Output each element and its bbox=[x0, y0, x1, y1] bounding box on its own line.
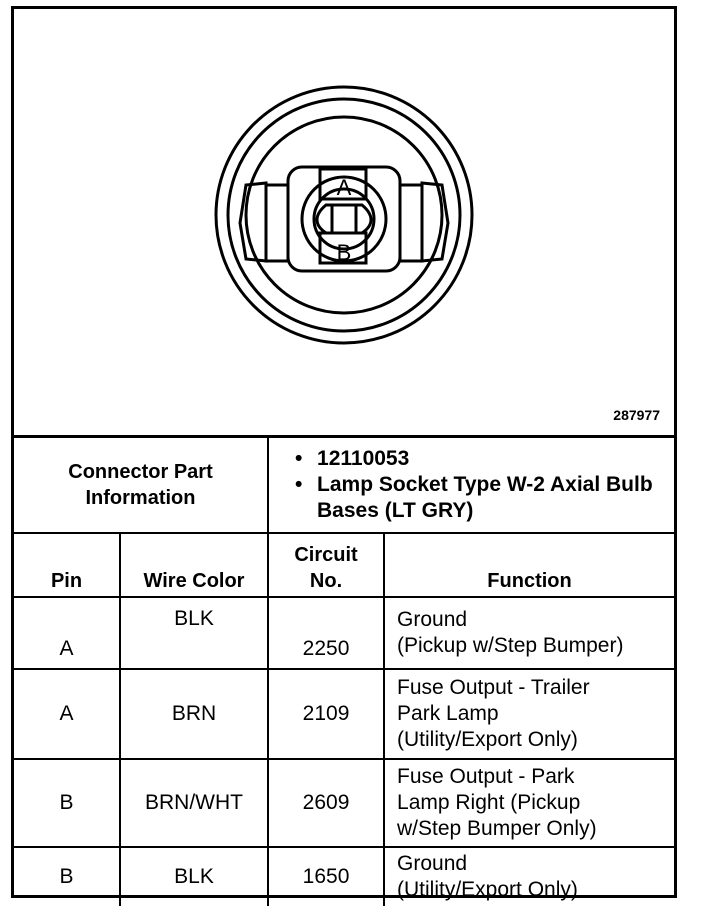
connector-face-drawing bbox=[14, 9, 674, 435]
cell-circuit: 2109 bbox=[268, 669, 384, 759]
cell-circuit: 1650 bbox=[268, 847, 384, 906]
header-circuit: Circuit No. bbox=[268, 533, 384, 597]
cell-wire-color: BRN bbox=[120, 669, 268, 759]
part-number: • 12110053 bbox=[295, 446, 664, 472]
document-frame bbox=[11, 6, 677, 901]
cell-function bbox=[384, 847, 674, 906]
cell-function bbox=[384, 759, 674, 847]
part-info-row bbox=[14, 437, 674, 534]
part-info-list bbox=[268, 437, 674, 534]
header-row bbox=[14, 533, 674, 597]
table-row bbox=[14, 759, 674, 847]
function-line: Fuse Output - Trailer bbox=[397, 676, 590, 699]
table-row bbox=[14, 847, 674, 906]
inner-ring bbox=[228, 99, 460, 331]
cell-wire-color: BLK bbox=[120, 597, 268, 669]
outer-ring bbox=[216, 87, 472, 343]
function-line: w/Step Bumper Only) bbox=[397, 817, 597, 840]
bulb-slot bbox=[317, 205, 371, 233]
function-line: Park Lamp bbox=[397, 702, 499, 725]
cell-function bbox=[384, 597, 674, 669]
cell-wire-color: BRN/WHT bbox=[120, 759, 268, 847]
connector-table bbox=[14, 435, 674, 906]
left-tab-inner bbox=[266, 185, 288, 261]
connector-diagram bbox=[14, 9, 674, 435]
socket-type: • Lamp Socket Type W-2 Axial Bulb Bases (LT GRY) bbox=[295, 472, 664, 524]
pin-b-label: B bbox=[336, 240, 352, 265]
socket-ring bbox=[246, 117, 442, 313]
table-row bbox=[14, 669, 674, 759]
cell-pin: A bbox=[14, 597, 120, 669]
right-tab-inner bbox=[400, 185, 422, 261]
cell-pin: A bbox=[14, 669, 120, 759]
cell-circuit: 2609 bbox=[268, 759, 384, 847]
table-row bbox=[14, 597, 674, 669]
pin-a-label: A bbox=[336, 175, 352, 200]
function-line: Ground bbox=[397, 852, 468, 875]
cell-wire-color: BLK bbox=[120, 847, 268, 906]
figure-id: 287977 bbox=[613, 407, 660, 423]
function-line: (Utility/Export Only) bbox=[397, 878, 578, 901]
cell-circuit: 2250 bbox=[268, 597, 384, 669]
header-pin: Pin bbox=[14, 533, 120, 597]
part-info-label: Connector Part Information bbox=[14, 437, 268, 534]
header-wire-color: Wire Color bbox=[120, 533, 268, 597]
cell-function bbox=[384, 669, 674, 759]
function-line: Fuse Output - Park bbox=[397, 765, 575, 788]
function-line: Ground bbox=[397, 608, 468, 631]
function-line: (Utility/Export Only) bbox=[397, 728, 578, 751]
function-line: (Pickup w/Step Bumper) bbox=[397, 634, 624, 657]
cell-pin: B bbox=[14, 847, 120, 906]
cell-pin: B bbox=[14, 759, 120, 847]
header-function: Function bbox=[384, 533, 674, 597]
function-line: Lamp Right (Pickup bbox=[397, 791, 581, 814]
